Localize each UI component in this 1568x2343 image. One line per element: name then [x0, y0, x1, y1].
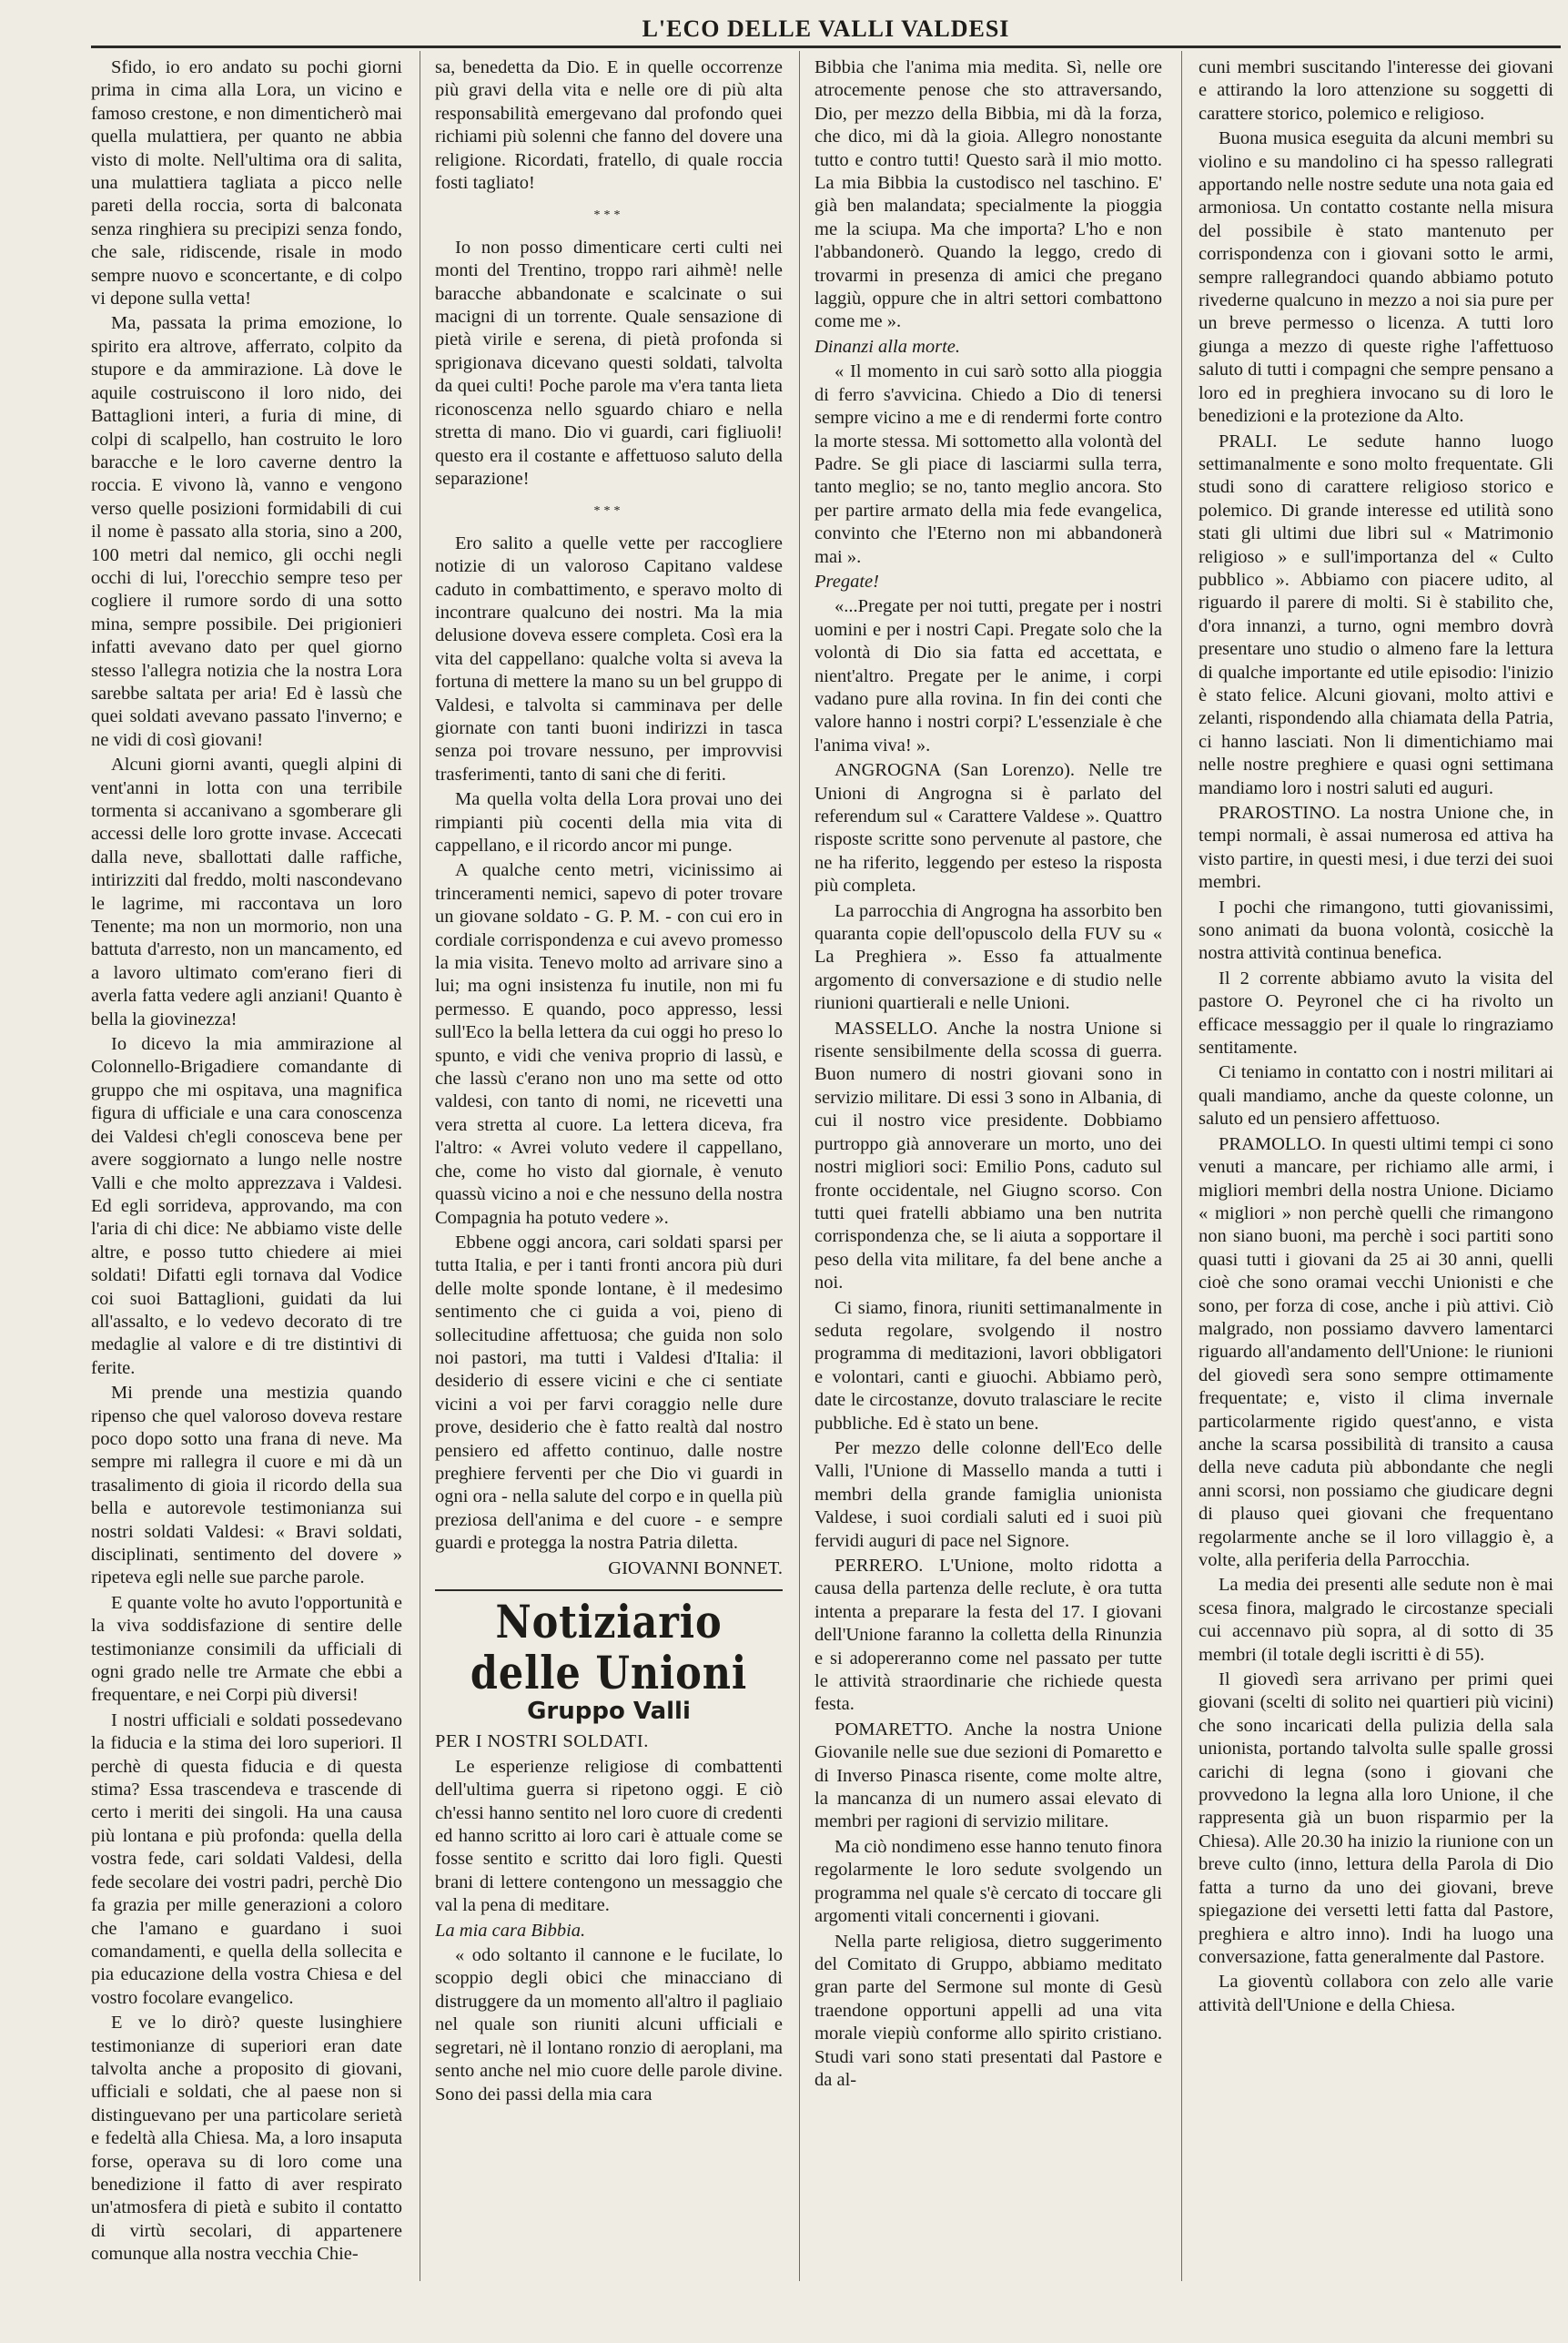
section-divider: [435, 1589, 783, 1591]
section-separator: ***: [593, 504, 624, 519]
section-subtitle: Gruppo Valli: [527, 1698, 691, 1725]
paragraph: Ero salito a quelle vette per raccogliere notizie di un valoroso Capitano valdese caduto in combattimento, e speravo molto di incontrare qualcuno dei nostri. Ma la mia delusione doveva essere completa. Così era la vita del cappellano: qualche volta si aveva la fortuna di mettere la mano su un bel gruppo di Valdesi, e talvolta si camminava per delle giornate con tanti buoni indirizzi in tasca senza poi trovare nessuno, per improvvisi trasferimenti, tanto di sani che di feriti.: [435, 532, 783, 785]
paragraph: Ma ciò nondimeno esse hanno tenuto finora regolarmente le loro sedute svolgendo un programma nel quale s'è cercato di toccare gli argomenti vitali concernenti i giovani.: [814, 1836, 1162, 1927]
paragraph: «...Pregate per noi tutti, pregate per i nostri uomini e per i nostri Capi. Pregate solo che la volontà di Dio sia fatta ed accettata, e nient'altro. Pregate per le anime, i corpi vadano pure alla rovina. In fin dei conti che valore hanno i nostri corpi? L'essenziale è che l'anima viva! ».: [814, 596, 1162, 756]
paragraph: La parrocchia di Angrogna ha assorbito ben quaranta copie dell'opuscolo della FUV su « La Preghiera ». Esso fa attualmente argomento di conversazione e di studio nelle riunioni quartierali e nelle Unioni.: [814, 900, 1162, 1014]
paragraph: I pochi che rimangono, tutti giovanissimi, sono animati da buona volontà, cosicchè la nostra attività continua benefica.: [1199, 897, 1553, 964]
paragraph: POMARETTO. Anche la nostra Unione Giovanile nelle sue due sezioni di Pomaretto e di Inverso Pinasca risente, come molte altre, la mancanza di un numero assai elevato di membri per ragioni di servizio militare.: [814, 1719, 1162, 1832]
paragraph: Il giovedì sera arrivano per primi quei giovani (scelti di solito nei quartieri più vicini) che sono incaricati della pulizia della sala unionista, portando talvolta sulle spalle grossi carichi di legna (sono i giovani che provvedono la legna alla loro Unione, il che rappresenta già un buon risparmio per la Chiesa). Alle 20.30 ha inizio la riunione con un breve culto (inno, lettura della Parola di Dio fatta a turno da uno dei giovani, breve spiegazione dei versetti letti fatta dal Pastore, preghiera e altro inno). Indi ha luogo una conversazione, fatta generalmente dal Pastore.: [1199, 1669, 1553, 1967]
letter-title: Dinanzi alla morte.: [814, 336, 961, 357]
paragraph: Ma, passata la prima emozione, lo spirito era altrove, afferrato, colpito da stupore e da ammirazione. Là dove le aquile costruiscono il loro nido, dei Battaglioni interi, a furia di mine, di colpi di scalpello, han costruito le loro baracche e le loro caverne dentro la roccia. E vivono là, vanno e vengono verso quelle posizioni formidabili di cui il nome è passato alla storia, sino a 200, 100 metri dal nemico, gli occhi negli occhi di lui, l'orecchio sempre teso per cogliere il rumore sordo di una sotto mina, sempre possibile. Dei prigionieri infatti avevano dato per quel giorno stesso l'allegra notizia che la nostra Lora sarebbe saltata per aria! Ed è lassù che quei soldati avevano passato l'inverno; e ne vidi di così giovani!: [91, 313, 402, 750]
paragraph: La media dei presenti alle sedute non è mai scesa finora, malgrado le circostanze speciali cui accennavo più sopra, al di sotto di 35 membri (il totale degli iscritti è di 55).: [1199, 1575, 1553, 1665]
paragraph: Nella parte religiosa, dietro suggerimento del Comitato di Gruppo, abbiamo meditato gran parte del Sermone sul monte di Gesù traendone opportuni appelli ad una vita morale viepiù conforme allo spirito cristiano. Studi vari sono stati presentati dal Pastore e da al-: [814, 1931, 1162, 2090]
column-3: [814, 56, 1162, 2323]
paragraph: PRAROSTINO. La nostra Unione che, in tempi normali, è assai numerosa ed attiva ha visto partire, in questi mesi, i due terzi dei suoi membri.: [1199, 803, 1553, 893]
paragraph: PRAMOLLO. In questi ultimi tempi ci sono venuti a mancare, per richiamo alle armi, i migliori membri della nostra Unione. Diciamo « migliori » non perchè quelli che rimangono non siano buoni, ma perchè i soci partiti sono quasi tutti i giovani da 25 ai 30 anni, quelli cioè che sono oramai vecchi Unionisti e che sono, per forza di cose, anche i più attivi. Ciò malgrado, non possiamo davvero lamentarci riguardo all'andamento dell'Unione: le riunioni del giovedì sera sono sempre ottimamente frequentate; e, visto il clima invernale particolarmente rigido quest'anno, e vista anche la scarsa possibilità di transito a causa della neve caduta più abbondante che negli anni scorsi, non possiamo che giudicare degni di plauso quei giovani che frequentano regolarmente anche se il loro villaggio è, a volte, alla periferia della Parrocchia.: [1199, 1133, 1553, 1570]
paragraph: E quante volte ho avuto l'opportunità e la viva soddisfazione di sentire delle testimonianze consimili da ufficiali di ogni grado nelle tre Armate che ebbi a frequentare, e nei Corpi più diversi!: [91, 1592, 402, 1706]
letter-title: Pregate!: [814, 571, 879, 592]
paragraph: A qualche cento metri, vicinissimo ai trinceramenti nemici, sapevo di poter trovare un giovane soldato - G. P. M. - con cui ero in cordiale corrispondenza e cui avevo promesso la mia visita. Tenevo molto ad arrivare sino a lui; ma ogni insistenza fu inutile, non mi fu permesso. E quando, poco appresso, lessi sull'Eco la bella lettera da cui oggi ho preso lo spunto, e vidi che veniva proprio di lassù, e che lassù c'erano non uno ma sette od otto valdesi, con tanto di nomi, ne ricevetti una vera stretta al cuore. La lettera diceva, fra l'altro: « Avrei voluto vedere il cappellano, che, come ho visto dal giornale, è venuto quassù vicino a noi e che nessuno della nostra Compagnia ha potuto vedere ».: [435, 860, 783, 1228]
paragraph: Mi prende una mestizia quando ripenso che quel valoroso doveva restare poco dopo sotto una frana di neve. Ma sempre mi rallegra il cuore e mi dà un trasalimento di gioia il ricordo della sua bella e autorevole testimonianza sui nostri soldati Valdesi: « Bravi soldati, disciplinati, sentimento del dovere » ripeteva egli nelle sue parche parole.: [91, 1383, 402, 1588]
paragraph: « odo soltanto il cannone e le fucilate, lo scoppio degli obici che minacciano di distruggere da un momento all'altro il pagliaio nel quale son riuniti alcuni ufficiali e segretari, nè il lontano ronzio di aeroplani, ma sento anche nel mio cuore delle parole divine. Sono dei passi della mia cara: [435, 1945, 783, 2105]
paragraph: sa, benedetta da Dio. E in quelle occorrenze più gravi della vita e nelle ore di più alta responsabilità emergevano dal profondo quei richiami più solenni che fanno del dovere una religione. Ricordati, fratello, di quale roccia fosti tagliato!: [435, 57, 783, 194]
paragraph: Ci teniamo in contatto con i nostri militari ai quali mandiamo, anche da queste colonne, un saluto ed un pensiero affettuoso.: [1199, 1062, 1553, 1130]
paragraph: ANGROGNA (San Lorenzo). Nelle tre Unioni di Angrogna si è parlato del referendum sul « Carattere Valdese ». Quattro risposte scritte sono pervenute al pastore, che ne ha riferito, leggendo per esteso la risposta più completa.: [814, 760, 1162, 897]
column-4: [1199, 56, 1553, 2323]
paragraph: Alcuni giorni avanti, quegli alpini di vent'anni in lotta con una terribile tormenta si accanivano a sgomberare gli accessi delle loro grotte invase. Accecati dalla neve, sballottati dalle raffiche, intirizziti dal freddo, molti nascondevano le lagrime, mi raccontava un loro Tenente; ma non un mormorio, non una battuta d'arresto, non un mancamento, ed a lavoro ultimato com'erano fieri di averla fatta vedere agli anziani! Quanto è bella la giovinezza!: [91, 755, 402, 1030]
column-divider: [1181, 51, 1182, 2281]
paragraph: PRALI. Le sedute hanno luogo settimanalmente e sono molto frequentate. Gli studi sono di carattere religioso storico e polemico. Di grande interesse ed utilità sono stati gli ultimi due libri sul « Matrimonio religioso » e sull'importanza del « Culto pubblico ». Abbiamo con piacere udito, al riguardo il parere di molti. Si è stabilito che, d'ora innanzi, a turno, ogni membro dovrà presentare uno studio o almeno fare la lettura di qualche importante ed utile episodio: l'inizio è stato felice. Alcuni giovani, molto attivi e zelanti, rispondendo alla chiamata della Patria, ci hanno lasciati. Non li dimentichiamo mai nelle nostre preghiere e quasi ogni settimana mandiamo loro i nostri saluti ed auguri.: [1199, 431, 1553, 798]
newspaper-title: L'ECO DELLE VALLI VALDESI: [642, 15, 1010, 42]
paragraph: Io dicevo la mia ammirazione al Colonnello-Brigadiere comandante di gruppo che mi ospitava, una magnifica figura di ufficiale e una cara conoscenza dei Valdesi ch'egli conosceva bene per avere soggiornato a lungo nelle nostre Valli e che molto apprezzava i Valdesi. Ed egli sorrideva, approvando, ma con l'aria di chi dice: Ne abbiamo viste delle altre, e posso tutto chiedere ai miei soldati! Difatti egli tornava dal Vodice coi suoi Battaglioni, guidati da lui all'assalto, e lo vedevo decorato di tre medaglie al valore e di tre distintivi di ferite.: [91, 1034, 402, 1378]
subheading: PER I NOSTRI SOLDATI.: [435, 1731, 649, 1752]
paragraph: Sfido, io ero andato su pochi giorni prima in cima alla Lora, un vicino e famoso crestone, e non dimenticherò mai quella mulattiera, per quanto ne abbia visto di molte. Nell'ultima ora di salita, una mulattiera tagliata a picco nelle pareti della roccia, sorta di balconata senza ringhiera su precipizi senza fondo, che sale, ridiscende, risale in modo sempre nuovo e sconcertante, e di colpo vi depone sulla vetta!: [91, 57, 402, 309]
paragraph: Io non posso dimenticare certi culti nei monti del Trentino, troppo rari aihmè! nelle baracche abbandonate e scalcinate o sui macigni di un torrente. Quale sensazione di pietà virile e serena, di pietà profonda si sprigionava dicevano questi soldati, talvolta da quei culti! Poche parole ma v'era tanta lieta riconoscenza nello sguardo chiaro e nella stretta di mano. Dio vi guardi, cari figliuoli! questo era il costante e affettuoso saluto della separazione!: [435, 237, 783, 489]
column-2: [435, 56, 783, 2323]
paragraph: Il 2 corrente abbiamo avuto la visita del pastore O. Peyronel che ci ha rivolto un efficace messaggio per il quale lo ringraziamo sentitamente.: [1199, 968, 1553, 1059]
column-1: [91, 56, 402, 2323]
paragraph: Ci siamo, finora, riuniti settimanalmente in seduta regolare, svolgendo il nostro programma di meditazioni, lavori obbligatori e volontari, canti e giuochi. Abbiamo però, date le circostanze, dovuto tralasciare le recite pubbliche. Ed è stato un bene.: [814, 1297, 1162, 1434]
column-divider: [799, 51, 800, 2281]
paragraph: Per mezzo delle colonne dell'Eco delle Valli, l'Unione di Massello manda a tutti i membri della grande famiglia unionista Valdese, i suoi cordiali saluti ed i suoi più fervidi auguri di pace nel Signore.: [814, 1437, 1162, 1551]
paragraph: La gioventù collabora con zelo alle varie attività dell'Unione e della Chiesa.: [1199, 1972, 1553, 2015]
paragraph: E ve lo dirò? queste lusinghiere testimonianze di superiori eran date talvolta anche a proposito di giovani, ufficiali e soldati, che al paese non si distinguevano per una particolare serietà e fedeltà alla Chiesa. Ma, a loro insaputa forse, operava su di loro come una benedizione il fatto di aver respirato un'atmosfera di pietà e subito il contatto di virtù secolari, di appartenere comunque alla nostra vecchia Chie-: [91, 2013, 402, 2265]
paragraph: cuni membri suscitando l'interesse dei giovani e attirando la loro attenzione su soggetti di carattere storico, polemico e religioso.: [1199, 57, 1553, 124]
paragraph: Ma quella volta della Lora provai uno dei rimpianti più cocenti della mia vita di cappellano, e il ricordo ancor mi punge.: [435, 789, 783, 856]
letter-title: La mia cara Bibbia.: [435, 1920, 586, 1941]
section-separator: ***: [593, 208, 624, 223]
paragraph: Buona musica eseguita da alcuni membri su violino e su mandolino ci ha spesso rallegrati apportando nelle nostre sedute una nota gaia ed armoniosa. Un contatto costante nella misura del possibile è stato mantenuto per corrispondenza con i giovani sotto le armi, sempre rallegrandoci quando abbiamo potuto rivederne qualcuno in mezzo a noi sia pure per un breve permesso o licenza. A tutti loro giunga a mezzo di queste righe l'affettuoso saluto di tutti i compagni che sempre pensano a loro ed in preghiera invocano su di loro le benedizioni e la protezione da Alto.: [1199, 128, 1553, 427]
paragraph: Bibbia che l'anima mia medita. Sì, nelle ore atrocemente penose che sto attraversando, Dio, per mezzo della Bibbia, mi dà la forza, che dico, mi dà la gioia. Allegro nonostante tutto e contro tutti! Questo sarà il mio motto. La mia Bibbia la custodisco nel taschino. E' già ben malandata; specialmente la pioggia me la sciupa. Ma che importa? L'ho e non l'abbandonerò. Quando la leggo, credo di trovarmi in presenza di amici che pregano laggiù, oppure che in altri settori combattono come me ».: [814, 57, 1162, 332]
section-title: Notiziario delle Unioni: [470, 1595, 748, 1699]
paragraph: MASSELLO. Anche la nostra Unione si risente sensibilmente della scossa di guerra. Buon numero di nostri giovani sono in servizio militare. Di essi 3 sono in Albania, di cui il nostro vice presidente. Dobbiamo purtroppo già annoverare un morto, uno dei nostri migliori soci: Emilio Pons, caduto sul fronte occidentale, nel Giugno scorso. Con tutti quei fratelli abbiamo una ben nutrita corrispondenza che, se li aiuta a sopportare il peso della vita militare, fa del bene anche a noi.: [814, 1018, 1162, 1293]
page-header: [91, 13, 1561, 48]
paragraph: « Il momento in cui sarò sotto alla pioggia di ferro s'avvicina. Chiedo a Dio di tenersi sempre vicino a me e di rendermi forte contro la morte stessa. Mi sottometto alla volontà del Padre. Se gli piace di lasciarmi sulla terra, tanto meglio; se no, tanto meglio ancora. Sto per partire armato della mia fede evangelica, convinto che l'Eterno non mi abbandonerà mai ».: [814, 361, 1162, 567]
author-signature: GIOVANNI BONNET.: [608, 1557, 783, 1578]
paragraph: I nostri ufficiali e soldati possedevano la fiducia e la stima dei loro superiori. Il perchè di questa fiducia e di questa stima? Essa trascendeva e trascende di certo i meriti dei singoli. Ha una causa più lontana e più profonda: quella della vostra fede, cari soldati Valdesi, della fede secolare dei vostri padri, perchè Dio fa grazia per mille generazioni a coloro che l'amano e guardano i suoi comandamenti, e quella della sollecita e pia educazione della vostra Chiesa e del vostro focolare evangelico.: [91, 1709, 402, 2008]
paragraph: PERRERO. L'Unione, molto ridotta a causa della partenza delle reclute, è ora tutta intenta a preparare la festa del 17. I giovani dell'Unione faranno la colletta della Rinunzia e si adopereranno come nel passato per tutte le attività straordinarie che richiede questa festa.: [814, 1556, 1162, 1715]
paragraph: Le esperienze religiose di combattenti dell'ultima guerra si ripetono oggi. E ciò ch'essi hanno sentito nel loro cuore di credenti ed hanno scritto ai loro cari è attuale come se fosse sentito e scritto dai loro figli. Questi brani di lettere contengono un messaggio che val la pena di meditare.: [435, 1756, 783, 1916]
paragraph: Ebbene oggi ancora, cari soldati sparsi per tutta Italia, e per i tanti fronti ancora più duri delle molte sponde lontane, è il medesimo sentimento che ci guida a voi, pieno di sollecitudine affettuosa; che guida non solo noi pastori, ma tutti i Valdesi d'Italia: il desiderio di essere vicini e che ci sentiate vicini a voi per farvi coraggio nelle dure prove, desiderio che è fatto realtà dal nostro pensiero ed affetto continuo, dalle nostre preghiere ferventi per che Dio vi guardi in ogni ora - nella salute del corpo e in quella più preziosa dell'anima e del cuore - e sempre guardi e protegga la nostra Patria diletta.: [435, 1232, 783, 1554]
